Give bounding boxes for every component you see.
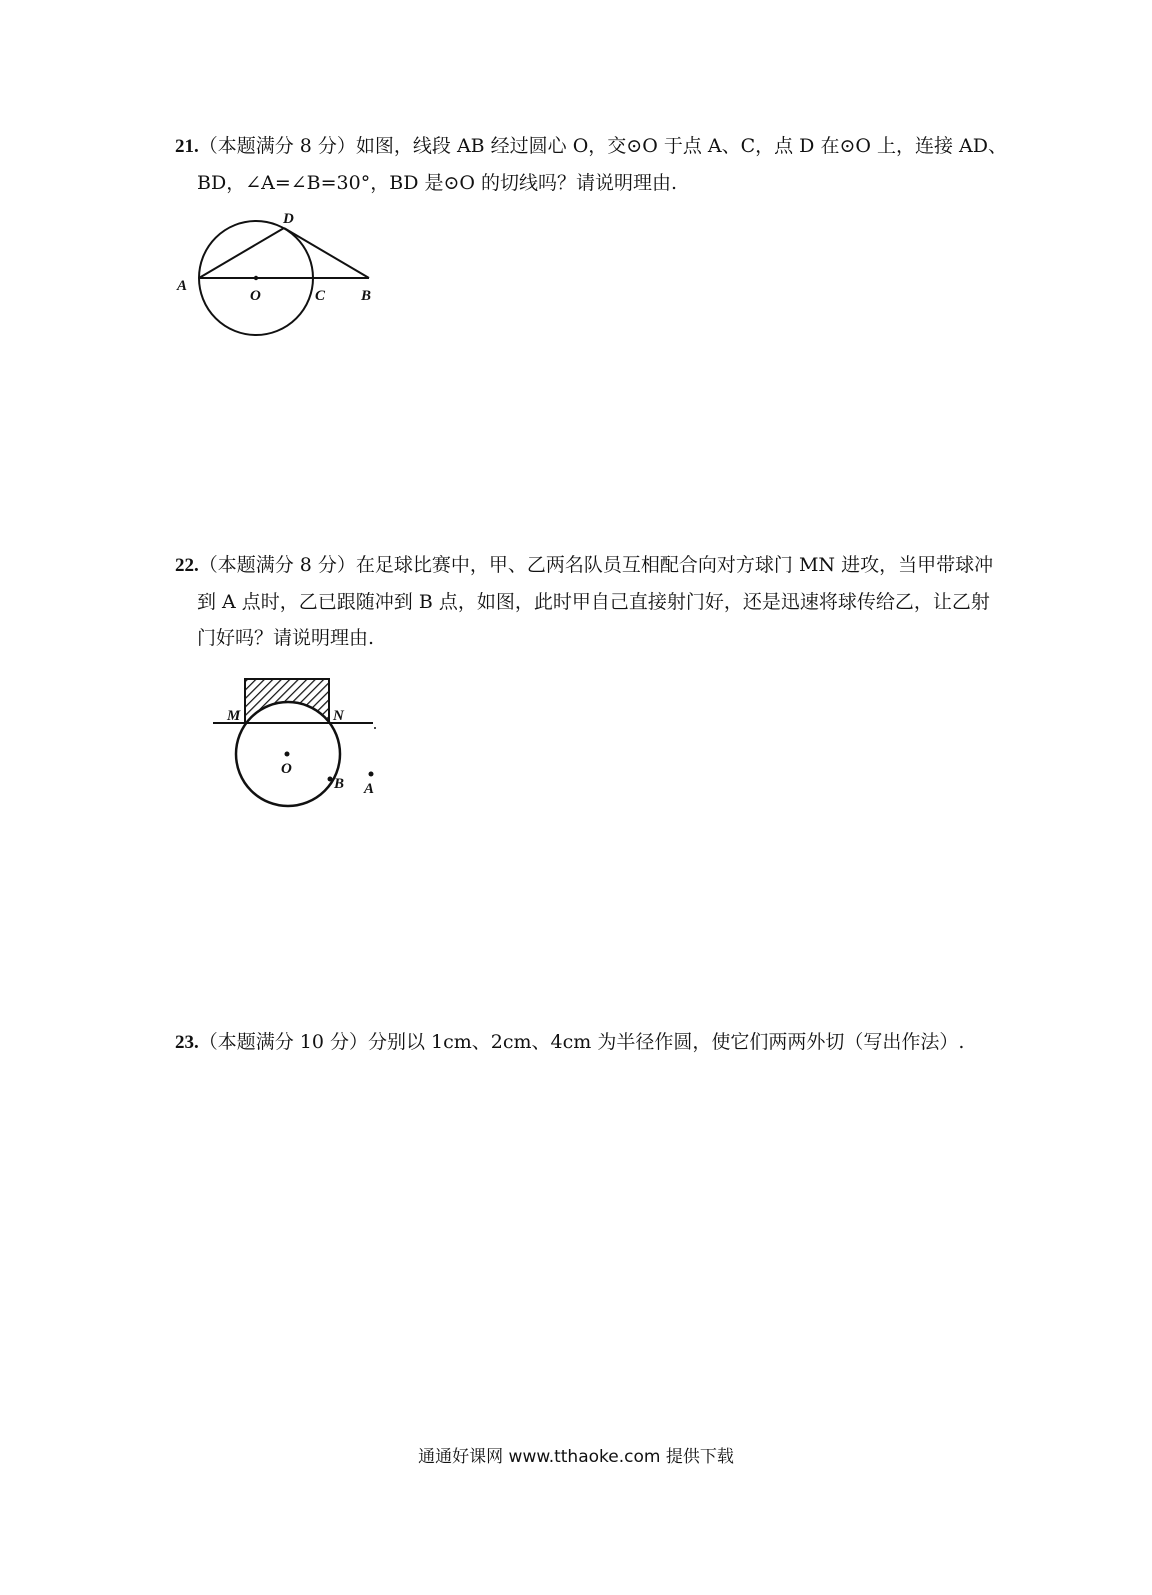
problem-number: 23. (175, 1032, 199, 1053)
figure-21-svg (172, 205, 392, 340)
label-m: M (227, 708, 241, 724)
problem-text-line-2: 到 A 点时，乙已跟随冲到 B 点，如图，此时甲自己直接射门好，还是迅速将球传给乙，让乙射 (197, 591, 990, 613)
problem-23 (175, 1024, 1095, 1061)
point-a (369, 772, 374, 777)
label-n: N (333, 708, 344, 724)
label-d: D (283, 211, 294, 227)
problem-text-line-3: 门好吗？请说明理由. (197, 627, 375, 649)
page-footer: 通通好课网 www.tthaoke.com 提供下载 (418, 1447, 734, 1467)
problem-text-line-1: （本题满分 8 分）在足球比赛中，甲、乙两名队员互相配合向对方球门 MN 进攻，当甲带球冲 (198, 554, 994, 576)
center-point (254, 276, 258, 280)
label-b: B (334, 776, 345, 792)
problem-number: 22. (175, 555, 199, 576)
figure-22 (205, 670, 395, 819)
segment-ad (199, 228, 284, 278)
problem-21 (175, 128, 1095, 201)
label-c: C (315, 288, 326, 304)
point-b (328, 777, 333, 782)
label-b: B (361, 288, 372, 304)
figure-22-svg (205, 670, 395, 815)
problem-text-line-1: （本题满分 8 分）如图，线段 AB 经过圆心 O，交⊙O 于点 A、C，点 D 在⊙O 上，连接 AD、 (198, 135, 1007, 157)
label-a: A (364, 781, 375, 797)
problem-text-line-2: BD，∠A=∠B=30°，BD 是⊙O 的切线吗？请说明理由. (197, 172, 678, 194)
problem-22 (175, 547, 1095, 656)
goal-line-end-dot (374, 727, 376, 729)
label-a: A (177, 278, 188, 294)
center-point (285, 752, 290, 757)
problem-text-line-1: （本题满分 10 分）分别以 1cm、2cm、4cm 为半径作圆，使它们两两外切（写出作法）. (198, 1031, 965, 1053)
label-o: O (250, 288, 261, 304)
figure-21 (172, 205, 392, 344)
problem-number: 21. (175, 136, 199, 157)
label-o: O (281, 761, 292, 777)
segment-bd (284, 228, 369, 278)
